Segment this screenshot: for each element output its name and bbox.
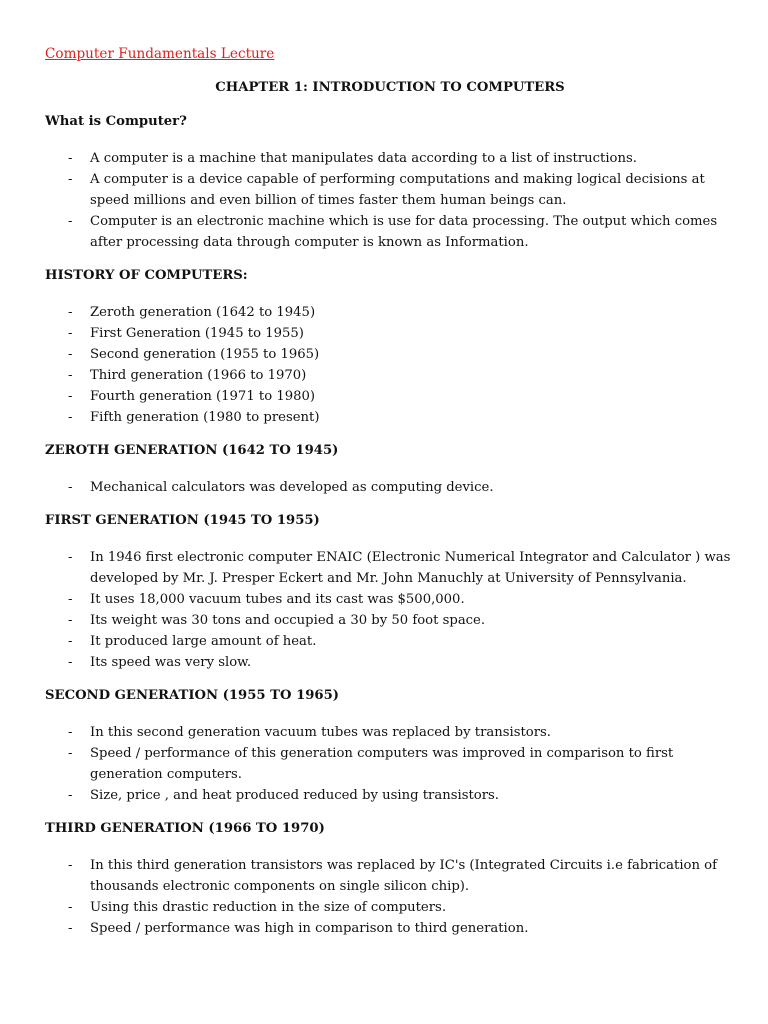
list-item-text: A computer is a device capable of performing computations and making logical decisions at speed millions and even billion of times faster them human beings can. [90, 172, 705, 208]
dash-bullet: - [68, 746, 73, 761]
section-zeroth-generation [45, 440, 735, 498]
dash-bullet: - [68, 326, 73, 341]
list-item [45, 148, 735, 169]
dash-bullet: - [68, 347, 73, 362]
list-item-text: Speed / performance was high in comparison to third generation. [90, 921, 529, 936]
bullet-list [45, 547, 735, 673]
list-item-text: Second generation (1955 to 1965) [90, 347, 320, 362]
section-heading: FIRST GENERATION (1945 TO 1955) [45, 513, 320, 528]
list-item [45, 302, 735, 323]
dash-bullet: - [68, 788, 73, 803]
section-heading: ZEROTH GENERATION (1642 TO 1945) [45, 443, 339, 458]
section-second-generation [45, 685, 735, 806]
section-heading: HISTORY OF COMPUTERS: [45, 268, 248, 283]
dash-bullet: - [68, 172, 73, 187]
list-item-text: Its weight was 30 tons and occupied a 30 by 50 foot space. [90, 613, 486, 628]
bullet-list [45, 302, 735, 428]
list-item-text: It uses 18,000 vacuum tubes and its cast was $500,000. [90, 592, 465, 607]
section-history [45, 265, 735, 428]
list-item [45, 169, 735, 211]
list-item [45, 365, 735, 386]
list-item [45, 477, 735, 498]
list-item-text: Mechanical calculators was developed as computing device. [90, 480, 494, 495]
list-item-text: Using this drastic reduction in the size of computers. [90, 900, 447, 915]
list-item-text: Its speed was very slow. [90, 655, 252, 670]
dash-bullet: - [68, 634, 73, 649]
list-item [45, 918, 735, 939]
list-item-text: Speed / performance of this generation computers was improved in comparison to first generation computers. [90, 746, 674, 782]
section-heading: THIRD GENERATION (1966 TO 1970) [45, 821, 325, 836]
dash-bullet: - [68, 368, 73, 383]
dash-bullet: - [68, 305, 73, 320]
list-item-text: A computer is a machine that manipulates data according to a list of instructions. [90, 151, 637, 166]
list-item [45, 743, 735, 785]
list-item-text: It produced large amount of heat. [90, 634, 317, 649]
dash-bullet: - [68, 410, 73, 425]
chapter-title: CHAPTER 1: INTRODUCTION TO COMPUTERS [215, 80, 565, 95]
list-item-text: In this second generation vacuum tubes was replaced by transistors. [90, 725, 551, 740]
document-page [45, 44, 735, 951]
list-item-text: Third generation (1966 to 1970) [90, 368, 307, 383]
dash-bullet: - [68, 151, 73, 166]
dash-bullet: - [68, 900, 73, 915]
list-item [45, 722, 735, 743]
dash-bullet: - [68, 592, 73, 607]
list-item [45, 323, 735, 344]
list-item-text: In 1946 first electronic computer ENAIC (Electronic Numerical Integrator and Calculator ) was developed by Mr. J. Presper Eckert and Mr. John Manuchly at University of Pennsylvania. [90, 550, 731, 586]
list-item-text: Fifth generation (1980 to present) [90, 410, 320, 425]
dash-bullet: - [68, 858, 73, 873]
list-item [45, 547, 735, 589]
list-item [45, 407, 735, 428]
list-item [45, 785, 735, 806]
dash-bullet: - [68, 613, 73, 628]
list-item [45, 631, 735, 652]
bullet-list [45, 722, 735, 806]
section-heading: What is Computer? [45, 114, 187, 129]
list-item [45, 211, 735, 253]
list-item [45, 652, 735, 673]
dash-bullet: - [68, 655, 73, 670]
list-item-text: First Generation (1945 to 1955) [90, 326, 304, 341]
dash-bullet: - [68, 921, 73, 936]
list-item [45, 897, 735, 918]
list-item [45, 855, 735, 897]
list-item-text: Fourth generation (1971 to 1980) [90, 389, 316, 404]
list-item [45, 386, 735, 407]
section-third-generation [45, 818, 735, 939]
dash-bullet: - [68, 725, 73, 740]
list-item-text: Computer is an electronic machine which is use for data processing. The output which comes after processing data through computer is known as Information. [90, 214, 718, 250]
list-item-text: In this third generation transistors was replaced by IC's (Integrated Circuits i.e fabrication of thousands electronic components on single silicon chip). [90, 858, 717, 894]
list-item [45, 610, 735, 631]
dash-bullet: - [68, 389, 73, 404]
list-item [45, 589, 735, 610]
section-first-generation [45, 510, 735, 673]
section-heading: SECOND GENERATION (1955 TO 1965) [45, 688, 340, 703]
bullet-list [45, 855, 735, 939]
dash-bullet: - [68, 480, 73, 495]
bullet-list [45, 477, 735, 498]
dash-bullet: - [68, 550, 73, 565]
bullet-list [45, 148, 735, 253]
lecture-title: Computer Fundamentals Lecture [45, 46, 275, 62]
list-item [45, 344, 735, 365]
dash-bullet: - [68, 214, 73, 229]
list-item-text: Zeroth generation (1642 to 1945) [90, 305, 316, 320]
list-item-text: Size, price , and heat produced reduced by using transistors. [90, 788, 499, 803]
section-what-is-computer [45, 111, 735, 253]
